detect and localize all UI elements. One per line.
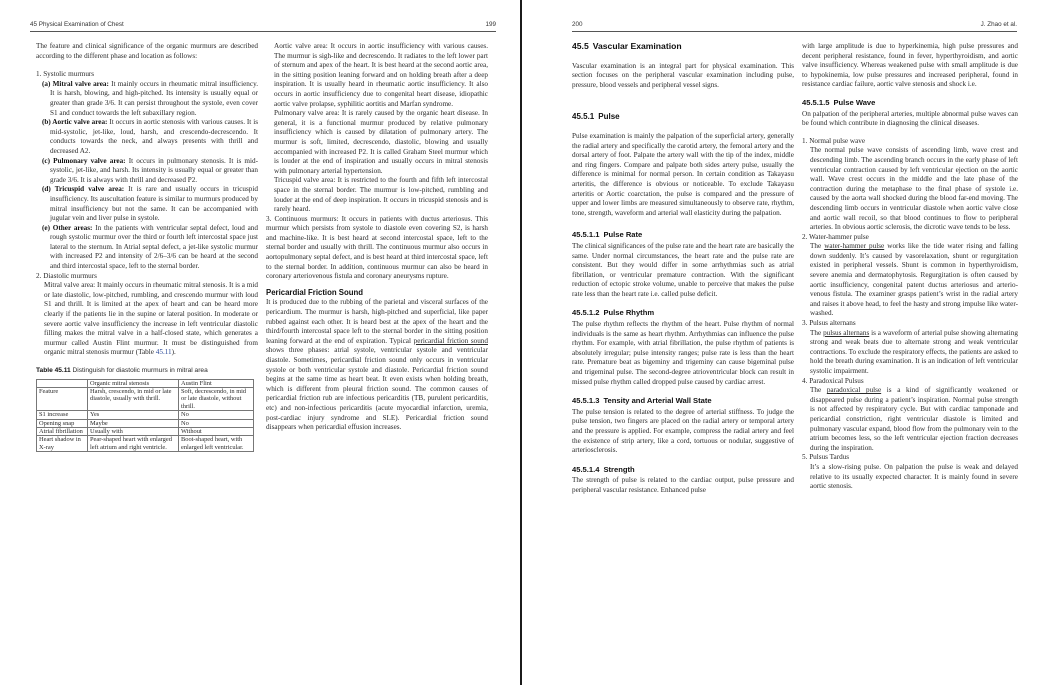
table-row: [37, 388, 254, 411]
mitral-valve-item: [36, 80, 258, 118]
item-text: is a waveform of arterial pulse showing alternating strong and weak beats due to alternate strong and weak ventricular contractions. To exclude the respiratory effects, the patients are asked to hold the breath during examination. It is an indication of left ventricular systolic impairment.: [810, 328, 1018, 375]
pulse-paragraph: Pulse examination is mainly the palpation of the superficial artery, generally the radial artery and specifically the carotid artery, the femoral artery and the dorsal artery of foot. Palpate the artery wall with the tip of the index, middle and ring fingers. Compare and palpate both sides artery pulse, usually the difference is minimal for normal person. In certain condition as Takayasu arteritis, the difference is obvious or noticeable. To exclude Takayasu arteritis or Aortic coarctation, the pulse is compared and the pressure of upper and lower limbs are measured simultaneously to observe rate, rhythm, tone, strength, waveform and arterial wall elasticity during the palpation.: [572, 131, 794, 217]
pulse-wave-intro: On palpation of the peripheral arteries, multiple abnormal pulse waves can be found which contribute in diagnosing the clinical diseases.: [802, 109, 1018, 128]
vascular-intro: Vascular examination is an integral part for physical examination. This section focuses on the peripheral vascular examination including pulse, pressure, blood vessels and peripheral vessel signs.: [572, 61, 794, 89]
table-label: Table 45.11: [36, 367, 71, 374]
pulsus-alternans-link[interactable]: pulsus alternans: [823, 328, 870, 337]
tricuspid-valve-item: [36, 185, 258, 223]
pulse-wave-item-text: The normal pulse wave consists of ascending limb, wave crest and descending limb. The ascending branch occurs in the early phase of left ventricular contraction caused by left ventricular ejection on the aortic wall. Wave crest occurs in the middle and the late phase of the contraction during the metaphase to the final phase of systole i.e. caused by the aorta wall shocked during the blood far-end moving. The descending limb occurs in ventricular diastole when aortic valve close and aortic wall recoil, so that blood continues to flow to peripheral arteries. In obvious aortic sclerosis, the dicrotic wave tends to be less.: [810, 146, 1018, 232]
diastolic-paragraph: [36, 281, 258, 358]
header-rule-left: [30, 31, 496, 32]
heading-number: 45.5.1.4: [572, 464, 600, 474]
table-cell: No: [179, 411, 254, 419]
table-row: [37, 436, 254, 452]
chapter-title: 45 Physical Examination of Chest: [30, 21, 124, 28]
aortic-valve-item: [36, 118, 258, 156]
friction-sound-heading: Pericardial Friction Sound: [266, 287, 364, 297]
table-row: [37, 428, 254, 436]
pulse-wave-item-text: It’s a slow-rising pulse. On palpation the pulse is weak and delayed relative to its usually expected character. It is mainly found in severe aortic stenosis.: [810, 462, 1018, 491]
item-pre: The: [810, 386, 827, 395]
other-label: (e) Other areas:: [42, 223, 93, 232]
mitral-label: (a) Mitral valve area:: [42, 79, 109, 88]
table-cell: No: [179, 419, 254, 427]
intro-paragraph: The feature and clinical significance of the organic murmurs are described according to the different phase and location as follows:: [36, 42, 258, 60]
table-cell: Maybe: [88, 419, 179, 427]
pulmonary-label: (c) Pulmonary valve area:: [42, 156, 126, 165]
table-cell: Pear-shaped heart with enlarged left atrium and right ventricle.: [88, 436, 179, 452]
table-cell: Boot-shaped heart, with enlarged left ventricular.: [179, 436, 254, 452]
table-header-row: [37, 379, 254, 387]
table-cell: Heart shadow in X-ray: [37, 436, 88, 452]
heading-pulse-rate: [572, 230, 794, 240]
heading-pulse-wave: [802, 98, 1018, 108]
diastolic-murmur-table: [36, 379, 254, 453]
item-pre: The: [810, 242, 825, 251]
heading-number: 45.5.1.3: [572, 396, 600, 406]
table-cell: Harsh, crescendo, in mid or late diastole, usually with thrill.: [88, 388, 179, 411]
table-cell: S1 increase: [37, 411, 88, 419]
heading-title: Pulse Rate: [603, 230, 643, 240]
friction-sound-paragraph: [266, 298, 488, 432]
subsection-number: 45.5.1: [572, 112, 595, 122]
left-page-column-1: [36, 42, 258, 452]
left-page-column-2: [266, 42, 488, 433]
right-page: [522, 0, 1043, 685]
pulse-wave-item-text: [802, 386, 1018, 453]
table-header-cell: [37, 379, 88, 387]
heading-number: 45.5.1.5: [802, 97, 830, 107]
section-number: 45.5: [572, 41, 589, 51]
heading-title: Pulse Rhythm: [603, 308, 655, 318]
water-hammer-link[interactable]: water-hammer pulse: [824, 242, 885, 251]
friction-text-2: shows three phases: atrial systole, ventricular systole and ventricular diastole. Sometimes, pericardial friction sound only occurs in ventricular systole or both ventricular systole and diastole. Pericardial friction sound begins at the same time as heart beat. It even exists when holding breath, which is different from pleural friction sound. The common causes of pericardial friction rub are infectious pericarditis (TB, purulent pericarditis, etc) and non-infectious pericarditis (acute myocardial infarction, uremia, post-cardiac injury syndrome and SLE). Pericardial friction sound disappears when pericardial effusion increases.: [266, 346, 488, 432]
table-cell: Without: [179, 428, 254, 436]
mitral-text: It mainly occurs in rheumatic mitral insufficiency. It is harsh, blowing, and high-pitched. Its intensity is usually equal or greater than grade 3/6. It can persist throughout the systole, even cover S1 and conduct towards the left subaxillary region.: [50, 79, 259, 117]
author-name: J. Zhao et al.: [980, 21, 1017, 28]
table-caption-text: Distinguish for diastolic murmurs in mitral area: [70, 367, 208, 374]
heading-title: Strength: [603, 464, 635, 474]
table-cell: Usually with: [88, 428, 179, 436]
item-pre: The: [810, 328, 824, 337]
table-reference-link[interactable]: 45.11: [155, 348, 172, 357]
heading-number: 45.5.1.1: [572, 230, 600, 240]
page-number-right: 200: [572, 21, 583, 28]
page-number-left: 199: [485, 21, 496, 28]
other-text: In the patients with ventricular septal defect, loud and rough systolic murmur over the third or fourth left intercostal space just lateral to the sternum. In Atrial septal defect, a jet-like systolic murmur with increased P2 and intensity of 2/6–3/6 can be heard at the second and third intercostal space, left to the sternal border.: [50, 223, 258, 271]
table-header-cell: Organic mitral stenosis: [88, 379, 179, 387]
strength-paragraph: The strength of pulse is related to the cardiac output, pulse pressure and peripheral vascular resistance. Enhanced pulse: [572, 476, 794, 494]
pulse-rhythm-paragraph: The pulse rhythm reflects the rhythm of the heart. Pulse rhythm of normal individuals is the same as heart rhythm. Arrhythmias can influence the pulse rhythm. For example, with atrial fibrillation, the pulse rhythm of patients is absolutely irregular; pulse intensity ranges; pulse rate is less than the heart rate. Premature beat as bigeminy and trigeminy can cause bigeminal pulse and trigeminal pulse. The second-degree atrioventricular block can result in missed pulse rhythm called dropped pulse caused by cardiac arrest.: [572, 320, 794, 386]
other-areas-item: [36, 224, 258, 272]
table-row: [37, 411, 254, 419]
pulse-wave-item-label: 1. Normal pulse wave: [802, 136, 866, 145]
subsection-title: Pulse: [598, 112, 620, 122]
continuous-text: It occurs in patients with ductus arteriosus. This murmur which persists from systole to diastole even covering S2, is harsh and machine-like. It is best heard at second intercostal space, left to the sternal border and usually with thrill. The continuous murmur also occurs in aortopulmonary septal defect, and is best heard at third intercostal space, left to the sternal border. In addition, continuous murmur can also be heard in coronary arteriovenous fistula and coronary aneurysms rupture.: [266, 214, 488, 281]
strength-continuation: with large amplitude is due to hyperkinemia, high pulse pressures and decent peripheral resistance, found in fever, hyperthyroidism, and aortic valve insufficiency. Whereas weakened pulse with small amplitude is due to hypokinemia, low pulse pressures and increased peripheral, found in resistance cardiac failure, aortic valve stenosis and shock i.e.: [802, 42, 1018, 89]
continuous-label: 3. Continuous murmurs:: [266, 214, 339, 223]
table-cell: Yes: [88, 411, 179, 419]
pulse-rate-paragraph: The clinical significances of the pulse rate and the heart rate are basically the same. Under normal circumstances, the heart rate and the pulse rate are consistent. But they would differ in some arrhythmias such as atrial fibrillation, or ventricular premature contraction. With the significant reduction of ectopic stroke volume, unable to perceive that makes the pulse rate less than the heart rate i.e. called pulse deficit.: [572, 241, 794, 298]
pulse-wave-item-label: 4. Paradoxical Pulsus: [802, 376, 864, 385]
tricuspid-label: (d) Tricuspid valve area:: [42, 185, 125, 194]
heading-tensity: [572, 396, 794, 406]
pulse-wave-item-text: [802, 329, 1018, 377]
tensity-paragraph: The pulse tension is related to the degree of arterial stiffness. To judge the pulse tension, two fingers are placed on the radial artery or temporal artery and the pressure is applied. For example, compress the radial artery and feel the existence of strip artery, like a cord, tortuous or nodular, suggestive of arteriosclerosis.: [572, 407, 794, 455]
right-page-column-2: [802, 42, 1018, 492]
table-cell: Opening snap: [37, 419, 88, 427]
pulse-wave-item-text: [802, 242, 1018, 319]
continuous-murmur-item: [266, 215, 488, 282]
right-page-column-1: [572, 42, 794, 496]
tricuspid-diastolic-paragraph: Tricuspid valve area: It is restricted to the fourth and fifth left intercostal space in the sternal border. The murmur is low-pitched, rumbling and louder at the end of deep inspiration. It occurs in tricuspid stenosis and is rarely heard.: [274, 176, 488, 214]
diastolic-heading: 2. Diastolic murmurs: [36, 271, 97, 280]
table-caption: [36, 366, 258, 376]
pulse-wave-item-label: 3. Pulsus alternans: [802, 319, 856, 328]
aortic-text: It occurs in aortic stenosis with various causes. It is mid-systolic, jet-like, loud, harsh, and crescendo-decrescendo. It conducts towards the neck, and always presents with thrill and decreased A2.: [50, 118, 258, 155]
pulmonary-valve-item: [36, 157, 258, 186]
heading-number: 45.5.1.2: [572, 308, 600, 318]
diastolic-end: ).: [171, 348, 176, 357]
friction-text-1: It is produced due to the rubbing of the parietal and visceral surfaces of the pericardium. The murmur is harsh, high-pitched and superficial, like paper rubbed against each other. It is heard best at the apex of the heart and the third/fourth intercostal space left to the sternal border in the sitting position leaning forward at the end of expiration. Typical: [266, 298, 488, 345]
paradoxical-pulse-link[interactable]: paradoxical pulse: [826, 386, 882, 395]
section-heading-vascular: [572, 42, 794, 52]
item-text: is a kind of significantly weakened or disappeared pulse during a patient’s inspiration. Normal pulse strength is not affected by respiratory cycle. But with cardiac tamponade and pericardial constriction, right ventricular diastole is limited and pulmonary vascular expand, blood flow from the pulmonary vein to the atrium becomes less, so the left ventricular ejection fraction decreases during the inspiration.: [810, 386, 1018, 452]
left-page: [0, 0, 521, 685]
pulmonary-diastolic-paragraph: Pulmonary valve area: It is rarely caused by the organic heart disease. In general, it is a functional murmur produced by relative pulmonary insufficiency which is caused by dilatation of pulmonary artery. The murmur is soft, limited, decrescendo, diastolic, blowing and usually accompanied with increased P2. It is called Graham Steel murmur which is louder at the end of inspiration and usually occurs in mitral stenosis with pulmonary arterial hypertension.: [274, 109, 488, 175]
pulse-wave-item-label: 2. Water-hammer pulse: [802, 232, 869, 241]
table-row: [37, 419, 254, 427]
heading-strength: [572, 465, 794, 475]
subsection-heading-pulse: [572, 112, 794, 122]
pulse-wave-item-label: 5. Pulsus Tardus: [802, 453, 850, 462]
heading-title: Pulse Wave: [833, 97, 876, 107]
diastolic-text: Mitral valve area: It mainly occurs in rheumatic mitral stenosis. It is a mid or late diastolic, low-pitched, rumbling, and crescendo murmur with loud S1 and thrill. It is limited at the apex of heart and can be heard more clearly if the patients lie in the supine or lateral position. In moderate or severe aortic valve insufficiency the increase in left ventricular diastolic filling makes the mitral valve in a half-closed state, which generates a murmur called Austin Flint murmur. It must be distinguished from organic mitral stenosis murmur (Table: [44, 281, 258, 357]
table-header-cell: Austin Flint: [179, 379, 254, 387]
heading-pulse-rhythm: [572, 308, 794, 318]
header-rule-right: [572, 31, 1017, 32]
table-cell: Atrial fibrillation: [37, 428, 88, 436]
item-text: works like the tide water rising and falling down suddenly. It’s caused by vasorelaxation, shunt or regurgitation existed in peripheral vessels. Shunt is common in hyperthyroidism, severe anemia and dermatophytosis. Regurgitation is often caused by aortic insufficiency, congenital patent ductus arteriosus and arterio-venous fistula. The examiner grasps patient’s wrist in the radial artery and raises it above head, to feel the hasty and strong impulse like water-washed.: [810, 242, 1018, 318]
pulmonary-text: It occurs in pulmonary stenosis. It is mid-systolic, jet-like, and harsh. Its intensity is usually equal or greater than grade 3/6. It is always with thrill and decreased P2.: [50, 156, 258, 184]
heading-title: Tensity and Arterial Wall State: [603, 396, 712, 406]
aortic-diastolic-paragraph: Aortic valve area: It occurs in aortic insufficiency with various causes. The murmur is sigh-like and decrescendo. It radiates to the left lower part of sternum and apex of the heart. It is best heard at the second aortic area, in the sitting position leaning forward and on holding breath after a deep inspiration. It is usually heard in rheumatic aortic insufficiency. It also occurs in aortic insufficiency due to congenital heart disease, idiopathic aortic valve prolapse, syphilitic aortitis and Marfan syndrome.: [274, 42, 488, 108]
friction-sound-link[interactable]: pericardial friction sound: [413, 336, 488, 345]
table-cell: Feature: [37, 388, 88, 411]
systolic-heading: 1. Systolic murmurs: [36, 70, 95, 79]
aortic-label: (b) Aortic valve area:: [42, 118, 108, 127]
table-cell: Soft, decrescendo, in mid or late diastole, without thrill.: [179, 388, 254, 411]
section-title: Vascular Examination: [592, 41, 682, 51]
tricuspid-text: It is rare and usually occurs in tricuspid insufficiency. Its auscultation feature is similar to murmurs produced by mitral insufficiency but not the same. It can be accompanied with jugular vein and liver pulse in systole.: [50, 185, 258, 223]
